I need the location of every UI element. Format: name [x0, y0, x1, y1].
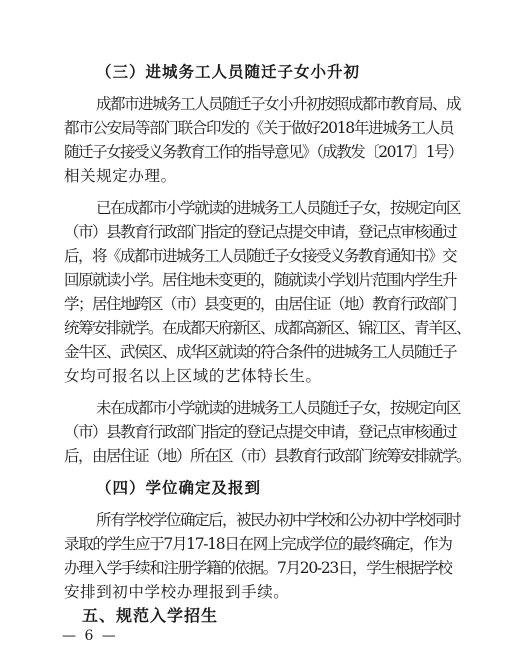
paragraph-line: 回原就读小学。居住地未变更的，随就读小学划片范围内学生升 [64, 271, 457, 289]
paragraph-line: 办理入学手续和注册学籍的依据。7月20-23日，学生根据学校 [64, 559, 452, 577]
paragraph-line: 未在成都市小学就读的进城务工人员随迁子女，按规定向区 [96, 399, 461, 417]
paragraph-line: 金牛区、武侯区、成华区就读的符合条件的进城务工人员随迁子 [64, 343, 457, 361]
paragraph-line: 安排到初中学校办理报到手续。 [64, 583, 290, 601]
paragraph-line: 已在成都市小学就读的进城务工人员随迁子女，按规定向区 [96, 199, 461, 217]
paragraph-line: 学；居住地跨区（市）县变更的，由居住证（地）教育行政部门 [64, 295, 457, 313]
paragraph-line: 女均可报名以上区域的艺体特长生。 [64, 367, 322, 385]
paragraph-line: 后，由居住证（地）所在区（市）县教育行政部门统筹安排就学。 [64, 447, 471, 465]
chapter-heading: 五、规范入学招生 [82, 606, 219, 625]
paragraph-line: （市）县教育行政部门指定的登记点提交申请，登记点审核通过 [64, 223, 457, 241]
paragraph-line: 相关规定办理。 [64, 167, 177, 185]
paragraph-line: 统筹安排就学。在成都天府新区、成都高新区、锦江区、青羊区、 [64, 319, 471, 337]
paragraph-line: 录取的学生应于7月17-18日在网上完成学位的最终确定，作为 [64, 535, 452, 553]
paragraph-line: 随迁子女接受义务教育工作的指导意见》（成教发〔2017〕1号） [64, 143, 463, 161]
paragraph-line: 所有学校学位确定后，被民办初中学校和公办初中学校同时 [96, 511, 461, 529]
page-number: — 6 — [62, 628, 118, 644]
paragraph-line: 都市公安局等部门联合印发的《关于做好2018年进城务工人员 [64, 119, 454, 137]
paragraph-line: 后，将《成都市进城务工人员随迁子女接受义务教育通知书》交 [64, 247, 457, 265]
paragraph-line: （市）县教育行政部门指定的登记点提交申请，登记点审核通过 [64, 423, 457, 441]
paragraph-line: 成都市进城务工人员随迁子女小升初按照成都市教育局、成 [96, 95, 461, 113]
section-heading-3: （三）进城务工人员随迁子女小升初 [96, 63, 361, 81]
section-heading-4: （四）学位确定及报到 [96, 479, 262, 497]
